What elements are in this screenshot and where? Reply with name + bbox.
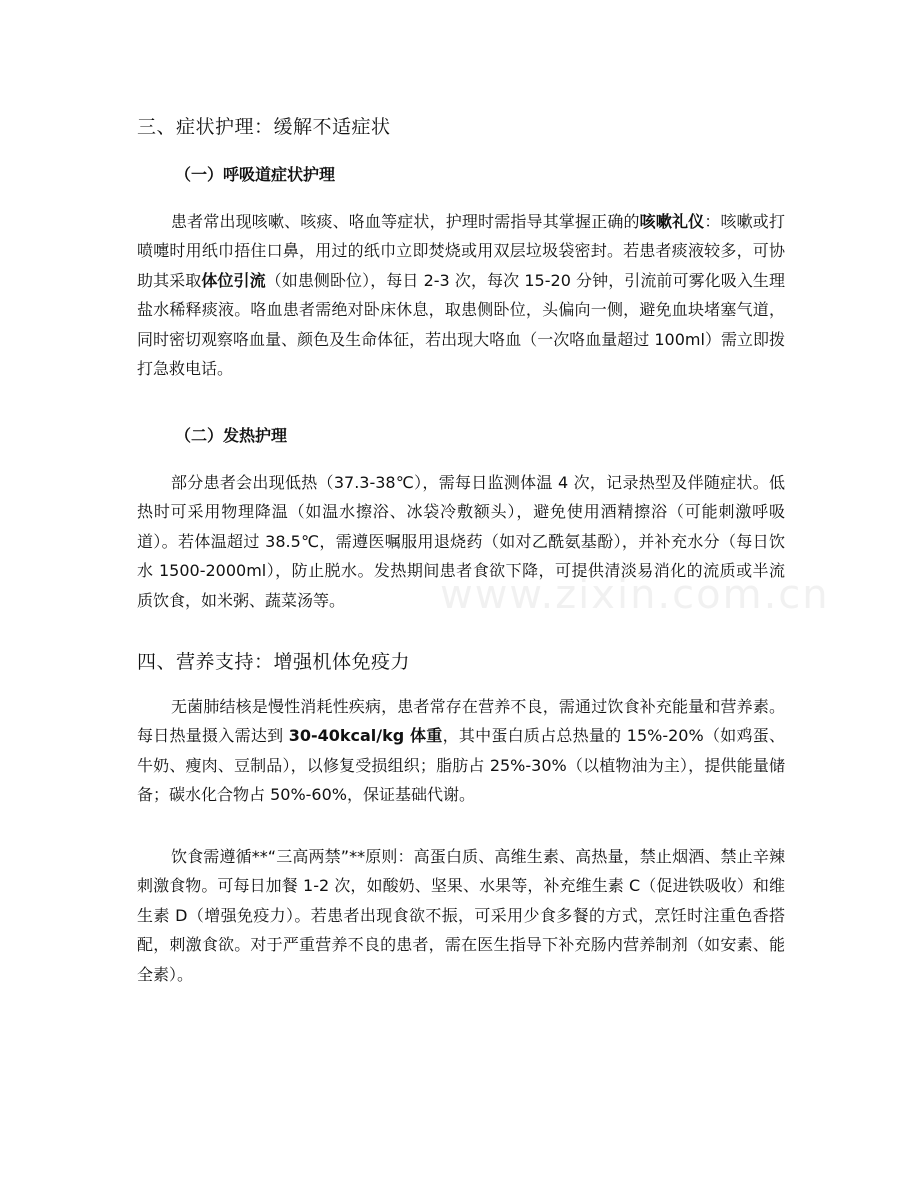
text-run: ：咳嗽或打喷嚏时用纸巾捂住口鼻，用过的纸巾立即焚烧或用双层垃圾袋密封。若患者痰液较多，可协助其采取 bbox=[137, 212, 785, 290]
nutrition-paragraph-2: 饮食需遵循**“三高两禁”**原则：高蛋白质、高维生素、高热量，禁止烟酒、禁止辛辣刺激食物。可每日加餐 1-2 次，如酸奶、坚果、水果等，补充维生素 C（促进铁吸收）和维生素 D（增强免疫力）。若患者出现食欲不振，可采用少食多餐的方式，烹饪时注重色香搭配，刺激食欲。对于严重营养不良的患者，需在医生指导下补充肠内营养制剂（如安素、能全素）。 bbox=[137, 847, 785, 984]
text-run: 无菌肺结核是慢性消耗性疾病，患者常存在营养不良，需通过饮食补充能量和营养素。每日热量摄入需达到 bbox=[137, 697, 785, 746]
nutrition-paragraph-1 bbox=[137, 692, 785, 810]
subsection-1-heading: （一）呼吸道症状护理 bbox=[175, 165, 336, 184]
bold-term-calorie-target: 30-40kcal/kg 体重 bbox=[288, 726, 443, 746]
watermark: www.zixin.com.cn bbox=[440, 572, 830, 618]
respiratory-care-paragraph bbox=[137, 207, 785, 383]
bold-term-postural-drainage: 体位引流 bbox=[201, 270, 266, 290]
bold-term-cough-etiquette: 咳嗽礼仪 bbox=[639, 212, 705, 231]
text-run: 患者常出现咳嗽、咳痰、咯血等症状，护理时需指导其掌握正确的 bbox=[171, 212, 640, 231]
text-run: ，其中蛋白质占总热量的 15%-20%（如鸡蛋、牛奶、瘦肉、豆制品），以修复受损组织；脂肪占 25%-30%（以植物油为主），提供能量储备；碳水化合物占 50%-60%，保证基础代谢。 bbox=[137, 726, 785, 805]
subsection-2-heading: （二）发热护理 bbox=[175, 426, 288, 445]
section-3-heading: 三、症状护理：缓解不适症状 bbox=[137, 116, 391, 138]
text-run: （如患侧卧位），每日 2-3 次，每次 15-20 分钟，引流前可雾化吸入生理盐水稀释痰液。咯血患者需绝对卧床休息，取患侧卧位，头偏向一侧，避免血块堵塞气道，同时密切观察咯血量、颜色及生命体征，若出现大咯血（一次咯血量超过 100ml）需立即拨打急救电话。 bbox=[137, 270, 785, 379]
section-4-heading: 四、营养支持：增强机体免疫力 bbox=[137, 651, 411, 673]
fever-care-paragraph: 部分患者会出现低热（37.3-38℃），需每日监测体温 4 次，记录热型及伴随症状。低热时可采用物理降温（如温水擦浴、冰袋冷敷额头），避免使用酒精擦浴（可能刺激呼吸道）。若体温超过 38.5℃，需遵医嘱服用退烧药（如对乙酰氨基酚），并补充水分（每日饮水 1500-2000ml），防止脱水。发热期间患者食欲下降，可提供清淡易消化的流质或半流质饮食，如米粥、蔬菜汤等。 bbox=[137, 473, 785, 610]
